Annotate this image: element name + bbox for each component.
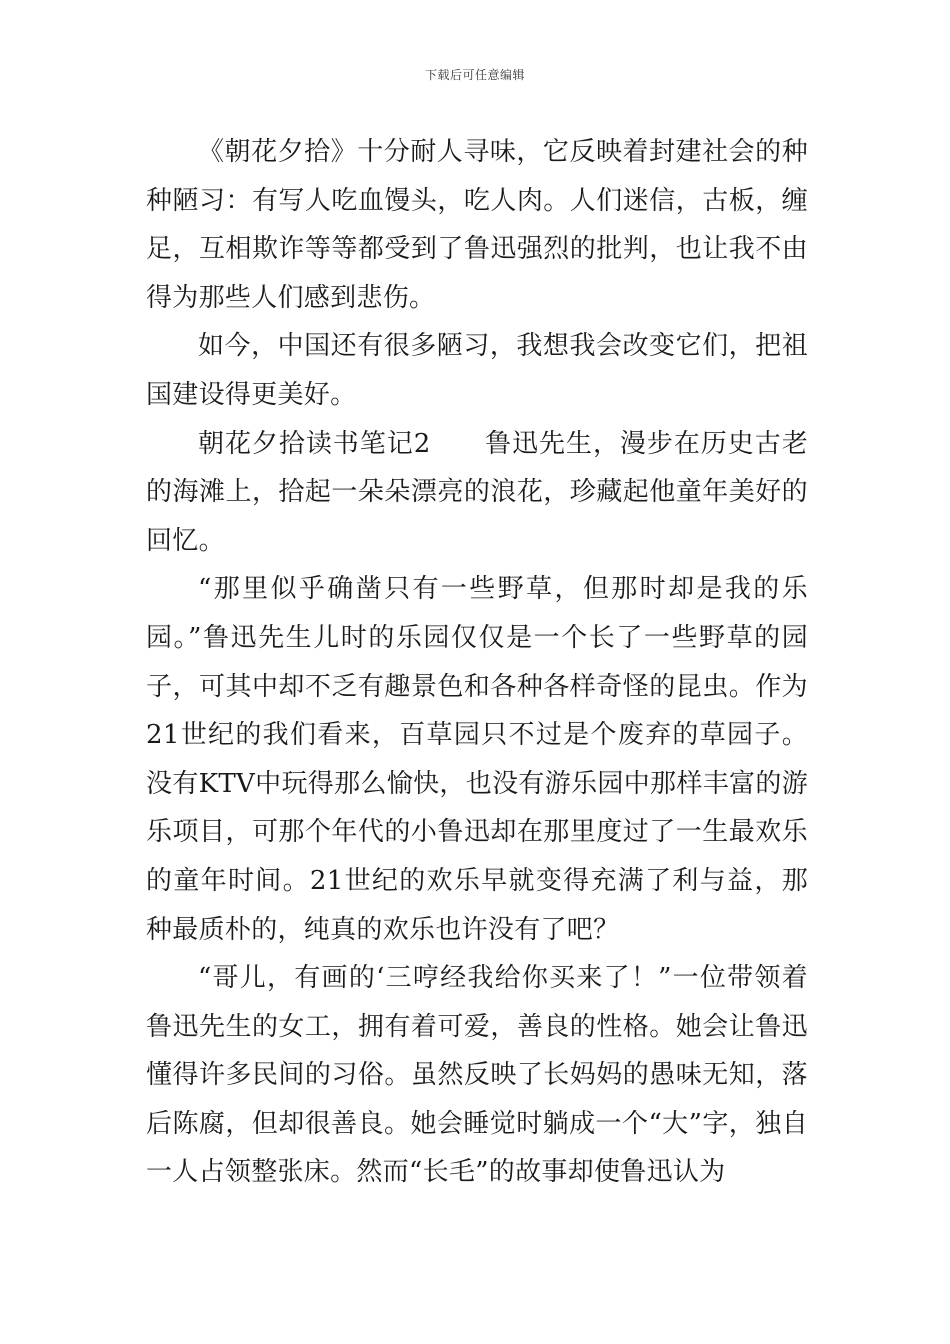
paragraph-3: 朝花夕拾读书笔记2 鲁迅先生，漫步在历史古老的海滩上，拾起一朵朵漂亮的浪花，珍藏起他童年美好的回忆。 xyxy=(146,428,808,556)
paragraph-5: “哥儿，有画的‘三哼经我给你买来了！”一位带领着鲁迅先生的女工，拥有着可爱，善良的性格。她会让鲁迅懂得许多民间的习俗。虽然反映了长妈妈的愚味无知，落后陈腐，但却很善良。她会睡觉时躺成一个“大”字，独自一人占领整张床。然而“长毛”的故事却使鲁迅认为 xyxy=(146,963,808,1188)
paragraph-1: 《朝花夕拾》十分耐人寻味，它反映着封建社会的种种陋习：有写人吃血馒头，吃人肉。人们迷信，古板，缠足，互相欺诈等等都受到了鲁迅强烈的批判，也让我不由得为那些人们感到悲伤。 xyxy=(146,137,808,313)
paragraph-4: “那里似乎确凿只有一些野草，但那时却是我的乐园。”鲁迅先生儿时的乐园仅仅是一个长了一些野草的园子，可其中却不乏有趣景色和各种各样奇怪的昆虫。作为21世纪的我们看来，百草园只不过是个废弃的草园子。没有KTV中玩得那么愉快，也没有游乐园中那样丰富的游乐项目，可那个年代的小鲁迅却在那里度过了一生最欢乐的童年时间。21世纪的欢乐早就变得充满了利与益，那种最质朴的，纯真的欢乐也许没有了吧？ xyxy=(146,574,808,945)
document-body xyxy=(146,128,808,1197)
page-header: 下载后可任意编辑 xyxy=(424,68,525,82)
paragraph-2: 如今，中国还有很多陋习，我想我会改变它们，把祖国建设得更美好。 xyxy=(146,331,808,410)
